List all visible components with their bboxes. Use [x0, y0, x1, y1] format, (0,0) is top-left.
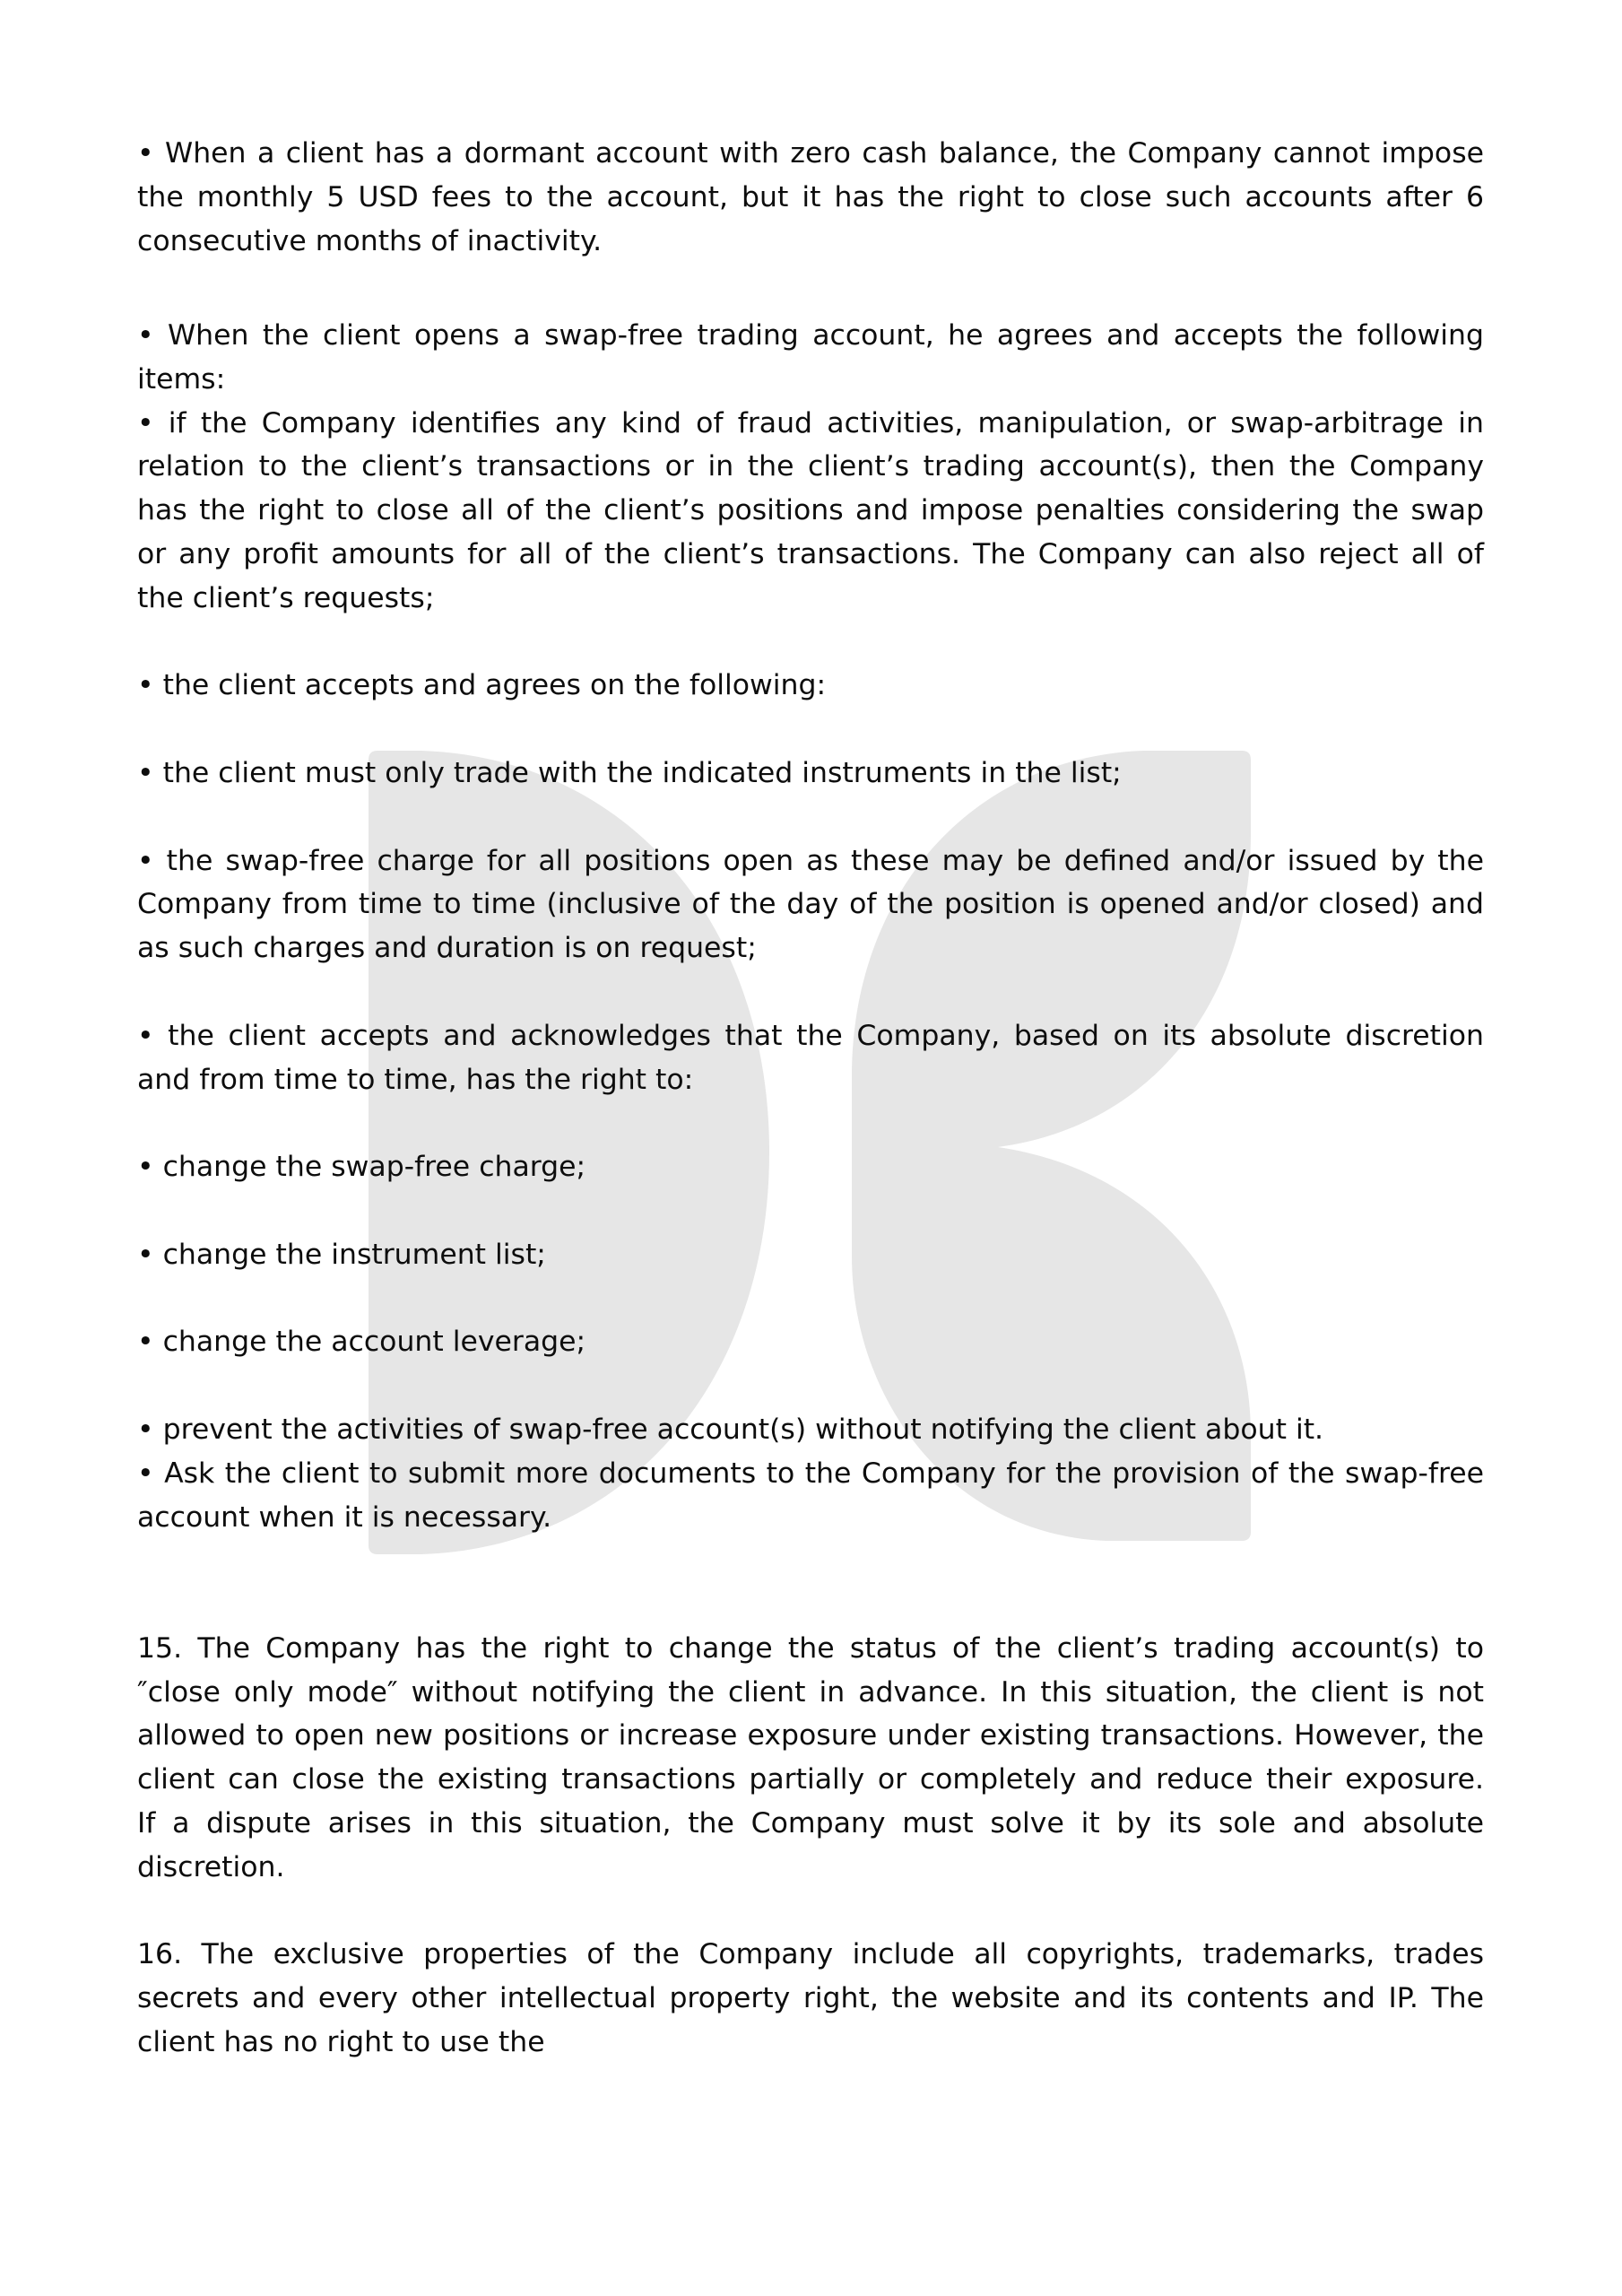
paragraph-clause-15: [137, 1627, 1484, 1890]
paragraph-change-instruments: [137, 1233, 1484, 1277]
text-line: • change the account leverage;: [137, 1326, 586, 1359]
text-line: and from time to time, has the right to:: [137, 1063, 694, 1096]
text-line: • Ask the client to submit more documents to the Company for the provision of the swap-free: [137, 1457, 1484, 1490]
paragraph-indicated-instruments: [137, 752, 1484, 796]
text-line: discretion.: [137, 1850, 285, 1883]
paragraph-change-charge: [137, 1145, 1484, 1189]
text-line: relation to the client’s transactions or in the client’s trading account(s), then the Company: [137, 450, 1484, 483]
text-line: ″close only mode″ without notifying the client in advance. In this situation, the client is not: [137, 1675, 1484, 1709]
text-line: allowed to open new positions or increase exposure under existing transactions. However, the: [137, 1719, 1484, 1752]
text-line: the monthly 5 USD fees to the account, but it has the right to close such accounts after 6: [137, 180, 1484, 213]
text-line: items:: [137, 362, 226, 396]
text-line: as such charges and duration is on request;: [137, 932, 757, 965]
paragraph-dormant-account: [137, 132, 1484, 263]
text-line: • the swap-free charge for all positions open as these may be defined and/or issued by the: [137, 844, 1484, 877]
text-line: account when it is necessary.: [137, 1500, 552, 1534]
text-line: • change the swap-free charge;: [137, 1151, 586, 1184]
paragraph-client-accepts: [137, 664, 1484, 708]
text-line: • the client accepts and acknowledges that the Company, based on its absolute discretion: [137, 1019, 1484, 1052]
text-line: • the client must only trade with the indicated instruments in the list;: [137, 756, 1122, 789]
text-line: • When a client has a dormant account with zero cash balance, the Company cannot impose: [137, 137, 1484, 170]
text-line: client has no right to use the: [137, 2026, 545, 2059]
paragraph-company-discretion: [137, 1014, 1484, 1102]
text-line: the client’s requests;: [137, 581, 435, 614]
paragraph-swap-free-terms: [137, 314, 1484, 621]
text-line: secrets and every other intellectual property right, the website and its contents and IP. The: [137, 1982, 1484, 2015]
paragraph-clause-16: [137, 1933, 1484, 2064]
text-line: • When the client opens a swap-free trading account, he agrees and accepts the following: [137, 318, 1484, 352]
text-line: Company from time to time (inclusive of the day of the position is opened and/or closed) and: [137, 888, 1484, 921]
text-line: 15. The Company has the right to change the status of the client’s trading account(s) to: [137, 1631, 1484, 1665]
paragraph-swap-free-charge: [137, 839, 1484, 970]
text-line: • change the instrument list;: [137, 1238, 546, 1271]
text-line: client can close the existing transactions partially or completely and reduce their exposure.: [137, 1763, 1484, 1796]
text-line: 16. The exclusive properties of the Company include all copyrights, trademarks, trades: [137, 1938, 1484, 1971]
text-line: consecutive months of inactivity.: [137, 224, 603, 257]
text-line: • if the Company identifies any kind of fraud activities, manipulation, or swap-arbitrage in: [137, 406, 1484, 439]
text-line: • the client accepts and agrees on the following:: [137, 669, 827, 702]
text-line: or any profit amounts for all of the client’s transactions. The Company can also reject all of: [137, 537, 1484, 570]
text-line: has the right to close all of the client’s positions and impose penalties considering the swap: [137, 494, 1484, 527]
paragraph-change-leverage: [137, 1320, 1484, 1364]
document-body: [137, 132, 1484, 2109]
text-line: • prevent the activities of swap-free account(s) without notifying the client about it.: [137, 1413, 1324, 1446]
text-line: If a dispute arises in this situation, the Company must solve it by its sole and absolute: [137, 1807, 1484, 1840]
paragraph-prevent-activities: [137, 1408, 1484, 1539]
